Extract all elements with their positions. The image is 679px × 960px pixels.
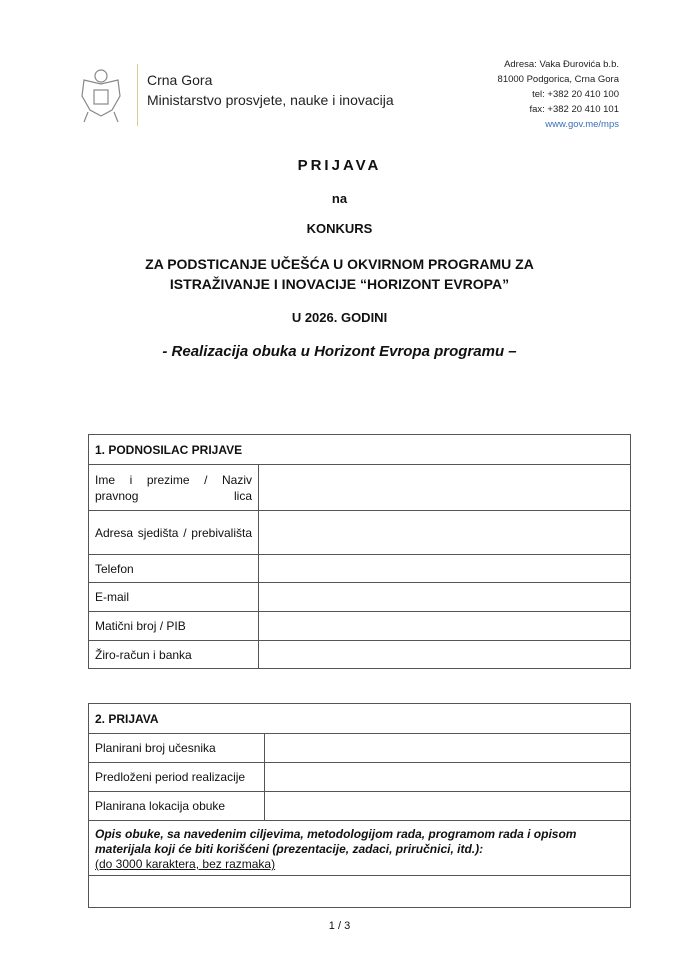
field-label: Planirana lokacija obuke xyxy=(89,792,265,821)
fax: fax: +382 20 410 101 xyxy=(529,104,619,115)
section-heading: 1. PODNOSILAC PRIJAVE xyxy=(89,435,631,465)
page-number: 1 / 3 xyxy=(328,920,351,932)
field-value[interactable] xyxy=(259,511,631,555)
title-year: U 2026. GODINI xyxy=(291,310,388,325)
website-link[interactable]: www.gov.me/mps xyxy=(545,119,619,130)
ministry: Ministarstvo prosvjete, nauke i inovacija xyxy=(147,92,394,108)
field-value[interactable] xyxy=(259,465,631,511)
field-value[interactable] xyxy=(259,583,631,612)
phone: tel: +382 20 410 100 xyxy=(532,89,619,100)
coat-of-arms-logo xyxy=(80,66,122,124)
field-value[interactable] xyxy=(265,763,631,792)
title-line: ZA PODSTICANJE UČEŠĆA U OKVIRNOM PROGRAMU ZA xyxy=(145,256,534,272)
field-value[interactable] xyxy=(259,612,631,641)
title-line: ISTRAŽIVANJE I INOVACIJE “HORIZONT EVROPA” xyxy=(169,276,510,292)
subtitle: - Realizacija obuka u Horizont Evropa programu – xyxy=(162,343,517,360)
description-label xyxy=(89,821,631,876)
applicant-table xyxy=(88,434,631,669)
field-value[interactable] xyxy=(259,555,631,583)
ministry-name xyxy=(147,70,394,110)
title-konkurs: KONKURS xyxy=(306,221,373,236)
address-line: 81000 Podgorica, Crna Gora xyxy=(497,74,619,85)
application-table xyxy=(88,703,631,908)
field-label: Adresa sjedišta / prebivališta xyxy=(89,511,259,555)
field-label: Planirani broj učesnika xyxy=(89,734,265,763)
description-text: Opis obuke, sa navedenim ciljevima, metodologijom rada, programom rada i opisom materijala koji će biti korišćeni (prezentacije, zadaci, priručnici, itd.): xyxy=(95,827,577,856)
field-label: Žiro-račun i banka xyxy=(89,641,259,669)
description-field[interactable] xyxy=(89,876,631,908)
field-value[interactable] xyxy=(265,734,631,763)
address-line: Adresa: Vaka Đurovića b.b. xyxy=(504,59,619,70)
header-divider xyxy=(137,64,138,126)
field-value[interactable] xyxy=(265,792,631,821)
field-value[interactable] xyxy=(259,641,631,669)
doc-title: PRIJAVA xyxy=(297,157,382,174)
field-label: Matični broj / PIB xyxy=(89,612,259,641)
title-na: na xyxy=(331,191,348,206)
section-heading: 2. PRIJAVA xyxy=(89,704,631,734)
country: Crna Gora xyxy=(147,72,213,88)
field-label: Predloženi period realizacije xyxy=(89,763,265,792)
field-label: E-mail xyxy=(89,583,259,612)
field-label: Ime i prezime / Naziv pravnog lica xyxy=(89,465,259,511)
title-description xyxy=(0,254,679,294)
field-label: Telefon xyxy=(89,555,259,583)
character-limit: (do 3000 karaktera, bez razmaka) xyxy=(95,857,276,871)
contact-block xyxy=(498,57,619,132)
